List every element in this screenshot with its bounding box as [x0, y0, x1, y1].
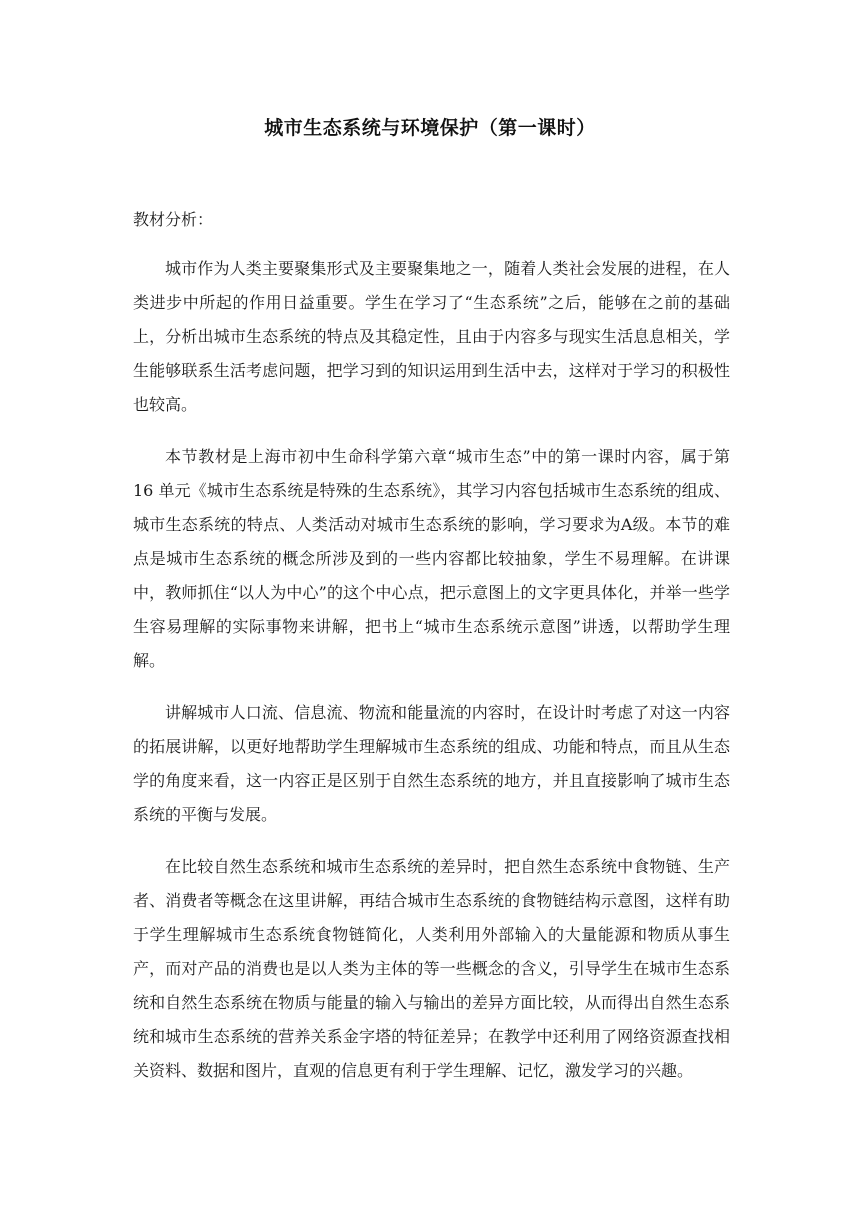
section-label: 教材分析：: [133, 210, 214, 229]
paragraph-3: 讲解城市人口流、信息流、物流和能量流的内容时，在设计时考虑了对这一内容的拓展讲解，以更好地帮助学生理解城市生态系统的组成、功能和特点，而且从生态学的角度来看，这一内容正是区别于自然生态系统的地方，并且直接影响了城市生态系统的平衡与发展。: [133, 703, 730, 824]
paragraph-4: 在比较自然生态系统和城市生态系统的差异时，把自然生态系统中食物链、生产者、消费者等概念在这里讲解，再结合城市生态系统的食物链结构示意图，这样有助于学生理解城市生态系统食物链简化，人类利用外部输入的大量能源和物质从事生产，而对产品的消费也是以人类为主体的等一些概念的含义，引导学生在城市生态系统和自然生态系统在物质与能量的输入与输出的差异方面比较，从而得出自然生态系统和城市生态系统的营养关系金字塔的特征差异；在教学中还利用了网络资源查找相关资料、数据和图片，直观的信息更有利于学生理解、记忆，激发学习的兴趣。: [133, 857, 730, 1080]
document-body: [133, 252, 730, 1106]
paragraph-1: 城市作为人类主要聚集形式及主要聚集地之一，随着人类社会发展的进程，在人类进步中所起的作用日益重要。学生在学习了“生态系统”之后，能够在之前的基础上，分析出城市生态系统的特点及其稳定性，且由于内容多与现实生活息息相关，学生能够联系生活考虑问题，把学习到的知识运用到生活中去，这样对于学习的积极性也较高。: [133, 259, 730, 414]
paragraph-2: 本节教材是上海市初中生命科学第六章“城市生态”中的第一课时内容，属于第 16 单元《城市生态系统是特殊的生态系统》，其学习内容包括城市生态系统的组成、城市生态系统的特点、人类活动对城市生态系统的影响，学习要求为A级。本节的难点是城市生态系统的概念所涉及到的一些内容都比较抽象，学生不易理解。在讲课中，教师抓住“以人为中心”的这个中心点，把示意图上的文字更具体化，并举一些学生容易理解的实际事物来讲解，把书上“城市生态系统示意图”讲透，以帮助学生理解。: [133, 447, 730, 670]
document-title: 城市生态系统与环境保护（第一课时）: [264, 117, 596, 139]
